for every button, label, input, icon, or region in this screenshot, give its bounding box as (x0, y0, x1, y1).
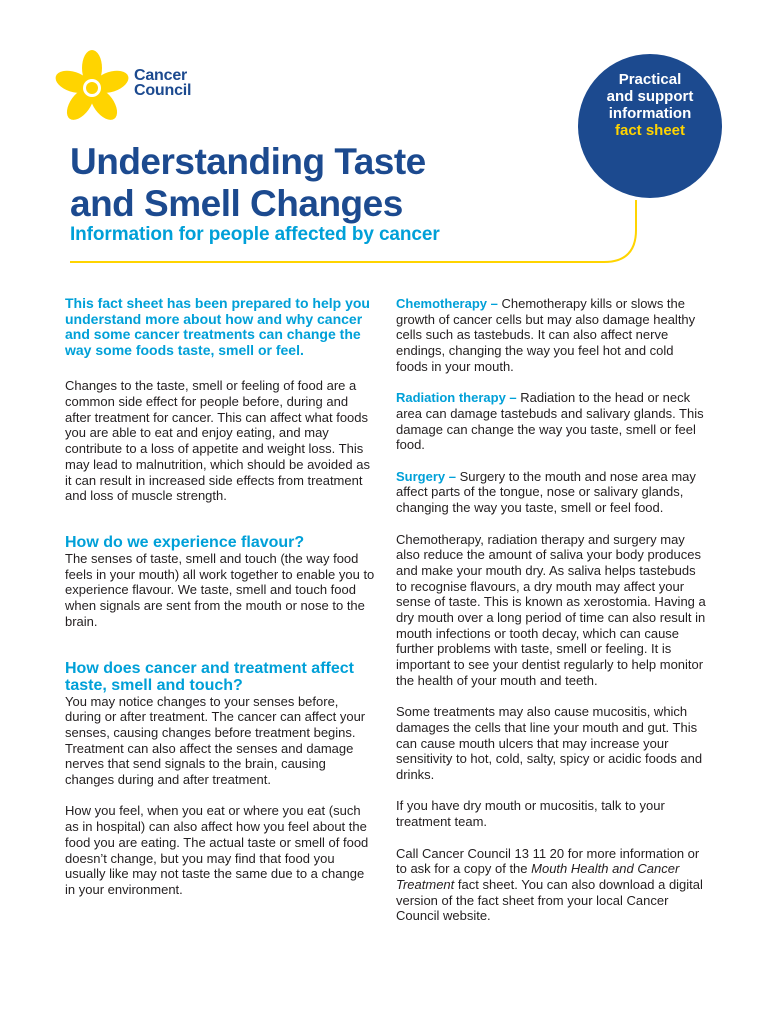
surgery-lead: Surgery – (396, 468, 456, 484)
contact-paragraph (396, 846, 708, 925)
body-paragraph: If you have dry mouth or mucositis, talk to your treatment team. (396, 798, 665, 830)
radiation-lead: Radiation therapy – (396, 390, 517, 406)
fact-sheet-badge (578, 54, 722, 198)
chemotherapy-paragraph (396, 296, 708, 375)
section-heading-cancer-treatment: How does cancer and treatment affect taste, smell and touch? (65, 659, 354, 694)
daffodil-icon (52, 48, 132, 128)
surgery-text: Surgery to the mouth and nose area may affect parts of the tongue, nose or salivary glands, changing the way you taste, smell or feel food. (396, 468, 696, 516)
page-subtitle: Information for people affected by cancer (70, 224, 440, 245)
section-heading-flavour: How do we experience flavour? (65, 534, 305, 551)
chemotherapy-lead: Chemotherapy – (396, 296, 498, 311)
cancer-council-logo (52, 48, 222, 128)
fact-sheet-title: Mouth Health and Cancer Treatment (396, 861, 680, 892)
page-title (70, 141, 426, 225)
contact-text-b: fact sheet. You can also download a digital version of the fact sheet from your local Cancer Council website. (396, 876, 703, 924)
logo-line-2: Council (134, 82, 192, 99)
radiation-text: Radiation to the head or neck area can damage tastebuds and salivary glands. This damage can change the way you taste, smell or feel food. (396, 390, 704, 453)
title-line-2: and Smell Changes (70, 183, 403, 224)
badge-line-2: and support (606, 88, 694, 105)
body-paragraph: Changes to the taste, smell or feeling of food are a common side effect for people before, during and after treatment for cancer. This can affect what foods you are able to eat and enjoy eating, and may contribute to a loss of appetite and weight loss. This may lead to malnutrition, which should be avoided as it can result in increased side effects from treatment and loss of muscle strength. (65, 378, 370, 504)
badge-line-1: Practical (618, 71, 682, 88)
body-paragraph: The senses of taste, smell and touch (the way food feels in your mouth) all work together to enable you to experience flavour. We taste, smell and touch food when signals are sent from the mouth or nose to the brain. (65, 551, 375, 629)
logo-line-1: Cancer (134, 67, 188, 84)
badge-line-4: fact sheet (614, 122, 686, 139)
body-paragraph: You may notice changes to your senses before, during or after treatment. The cancer can affect your senses, causing changes before treatment begins. Treatment can also affect the senses and damage nerves that send signals to the brain, causing changes during and after treatment. (65, 693, 366, 788)
body-paragraph: Chemotherapy, radiation therapy and surgery may also reduce the amount of saliva your body produces and make your mouth dry. As saliva helps tastebuds to recognise flavours, a dry mouth may affect your sense of taste. This is known as xerostomia. Having a dry mouth over a long period of time can also result in mouth infections or tooth decay, which can cause further problems with taste, smell or feeling. It is important to see your dentist regularly to help monitor the health of your mouth and teeth. (396, 531, 706, 688)
badge-line-3: information (608, 105, 692, 122)
contact-text-a: Call Cancer Council 13 11 20 for more information or to ask for a copy of the (396, 845, 700, 877)
left-column (65, 296, 375, 913)
chemotherapy-text: Chemotherapy kills or slows the growth of cancer cells but may also damage healthy cells such as tastebuds. It can also affect nerve endings, changing the way you feel hot and cold foods in your mouth. (396, 296, 696, 374)
body-paragraph: How you feel, when you eat or where you eat (such as in hospital) can also affect how you feel about the food you are eating. The actual taste or smell of food doesn’t change, but you may find that food you usually like may not taste the same due to a change in your environment. (65, 803, 369, 897)
logo-wordmark (134, 68, 191, 98)
title-line-1: Understanding Taste (70, 141, 426, 182)
intro-paragraph: This fact sheet has been prepared to help you understand more about how and why cancer and some cancer treatments can change the way some foods taste, smell or feel. (65, 295, 370, 358)
radiation-paragraph (396, 390, 708, 453)
body-paragraph: Some treatments may also cause mucositis, which damages the cells that line your mouth and gut. This can cause mouth ulcers that may increase your sensitivity to hot, cold, salty, spicy or acidic foods and drinks. (396, 704, 703, 783)
right-column (396, 296, 708, 940)
surgery-paragraph (396, 469, 708, 516)
